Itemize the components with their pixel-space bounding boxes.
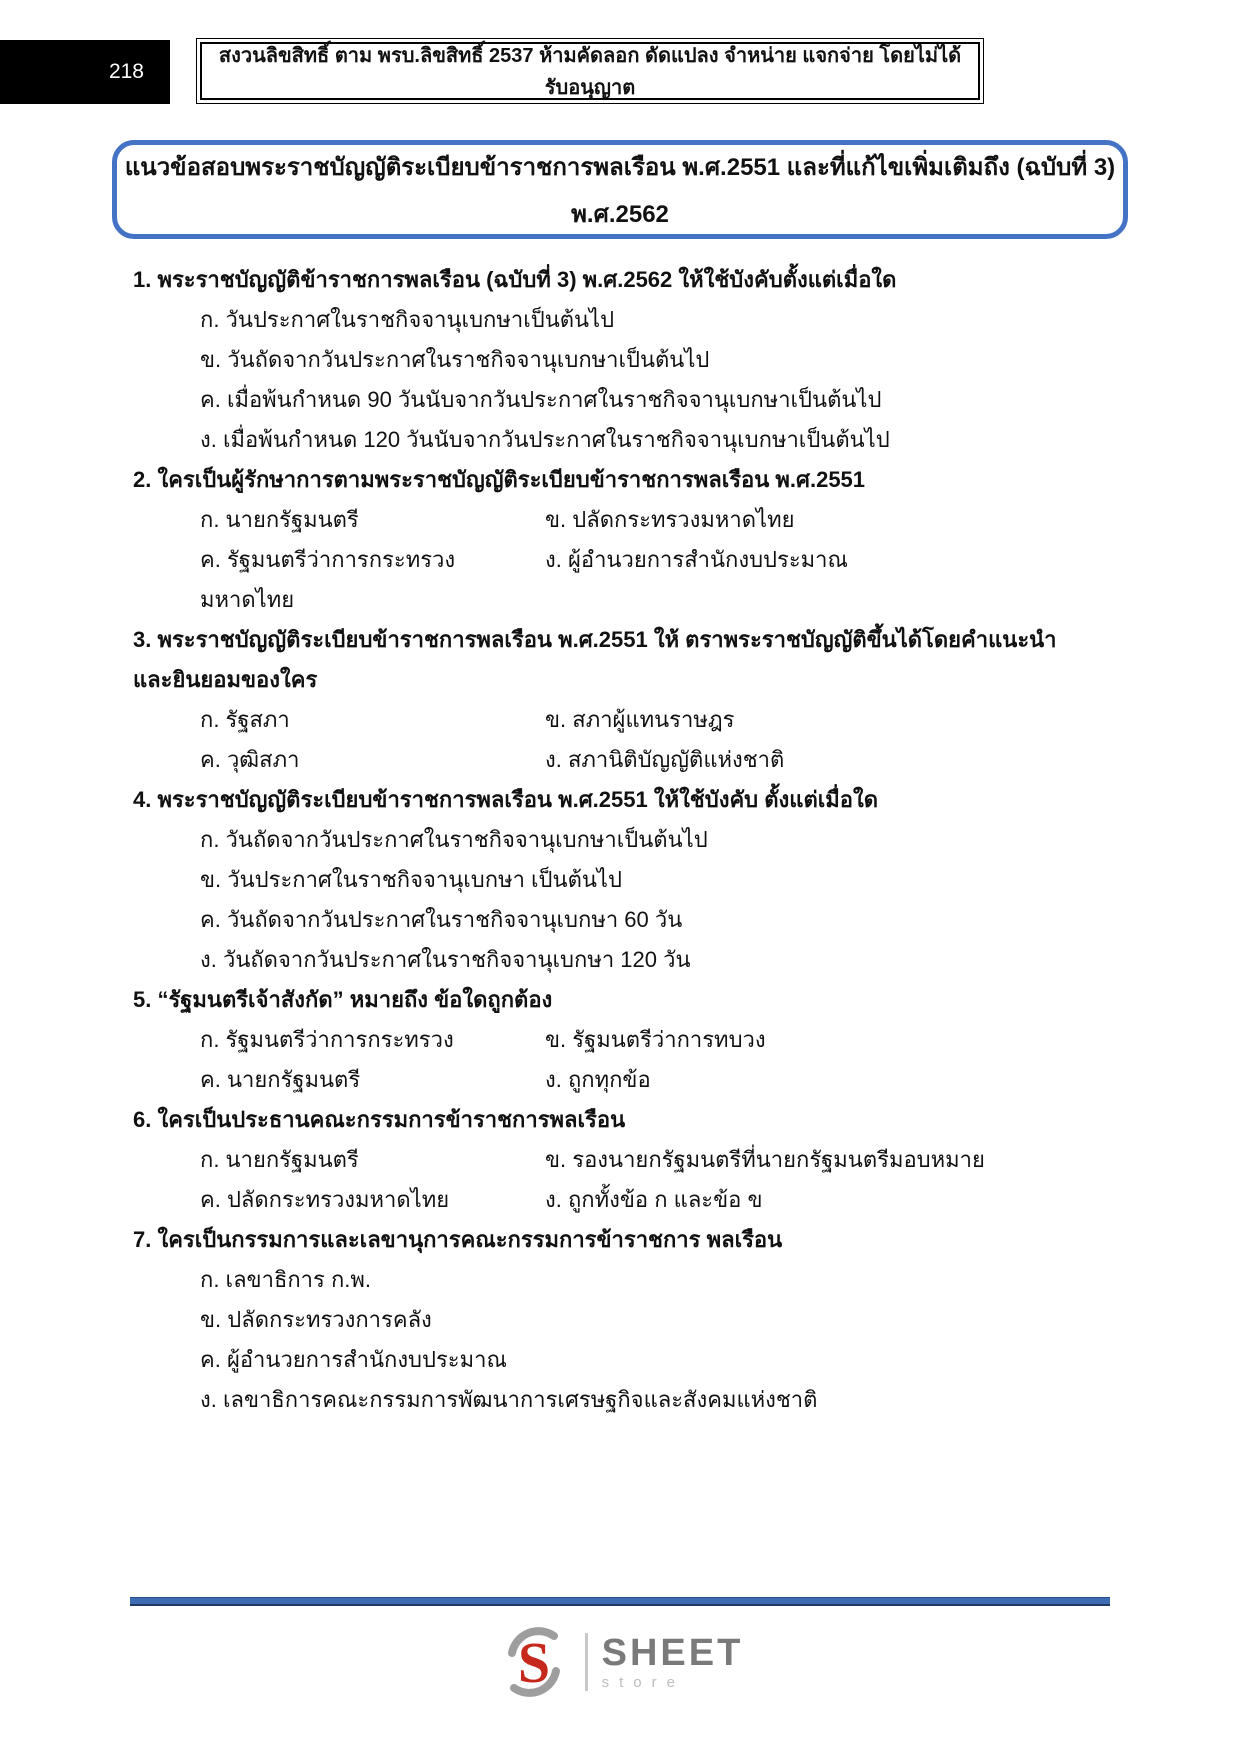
copyright-text: สงวนลิขสิทธิ์ ตาม พรบ.ลิขสิทธิ์ 2537 ห้ามคัดลอก ดัดแปลง จำหน่าย แจกจ่าย โดยไม่ได้รับอนุญาต <box>218 45 962 99</box>
question-4-text: 4. พระราชบัญญัติระเบียบข้าราชการพลเรือน พ.ศ.2551 ให้ใช้บังคับ ตั้งแต่เมื่อใด <box>133 787 879 812</box>
option-d: ง. ถูกทุกข้อ <box>545 1067 651 1092</box>
option-c: ค. นายกรัฐมนตรี <box>200 1067 361 1092</box>
option-d: ง. วันถัดจากวันประกาศในราชกิจจานุเบกษา 120 วัน <box>200 947 691 972</box>
option-b: ข. วันถัดจากวันประกาศในราชกิจจานุเบกษาเป็นต้นไป <box>200 347 710 372</box>
question-2-options <box>133 500 1133 620</box>
question-1-options <box>133 300 1133 460</box>
option-a: ก. เลขาธิการ ก.พ. <box>200 1267 372 1292</box>
option-a: ก. วันประกาศในราชกิจจานุเบกษาเป็นต้นไป <box>200 307 615 332</box>
logo-divider <box>585 1633 588 1691</box>
question-3 <box>133 620 1133 780</box>
question-7 <box>133 1220 1133 1420</box>
brand-subname: store <box>601 1674 685 1691</box>
option-a: ก. รัฐสภา <box>200 707 290 732</box>
option-c: ค. ผู้อำนวยการสำนักงบประมาณ <box>200 1347 507 1372</box>
question-4 <box>133 780 1133 980</box>
brand-logo <box>0 1625 1240 1699</box>
logo-text <box>602 1634 744 1690</box>
question-3-text: 3. พระราชบัญญัติระเบียบข้าราชการพลเรือน พ.ศ.2551 ให้ ตราพระราชบัญญัติขึ้นได้โดยคำแนะนำ <box>133 627 1057 652</box>
question-2 <box>133 460 1133 620</box>
question-3-text-continued: และยินยอมของใคร <box>133 667 318 692</box>
option-a: ก. นายกรัฐมนตรี <box>200 1147 359 1172</box>
question-6 <box>133 1100 1133 1220</box>
question-1-text: 1. พระราชบัญญัติข้าราชการพลเรือน (ฉบับที่ 3) พ.ศ.2562 ให้ใช้บังคับตั้งแต่เมื่อใด <box>133 267 897 292</box>
option-c: ค. ปลัดกระทรวงมหาดไทย <box>200 1187 450 1212</box>
option-b: ข. วันประกาศในราชกิจจานุเบกษา เป็นต้นไป <box>200 867 622 892</box>
question-6-text: 6. ใครเป็นประธานคณะกรรมการข้าราชการพลเรือน <box>133 1107 626 1132</box>
page-number <box>0 40 170 104</box>
question-1 <box>133 260 1133 460</box>
exam-title-box <box>112 140 1128 239</box>
option-b: ข. ปลัดกระทรวงมหาดไทย <box>545 507 795 532</box>
option-b: ข. ปลัดกระทรวงการคลัง <box>200 1307 432 1332</box>
page-number-label: 218 <box>108 60 144 83</box>
sheet-store-s-icon <box>497 1625 571 1699</box>
option-d: ง. ผู้อำนวยการสำนักงบประมาณ <box>545 547 848 572</box>
question-5-text: 5. “รัฐมนตรีเจ้าสังกัด” หมายถึง ข้อใดถูกต้อง <box>133 987 553 1012</box>
question-list <box>133 260 1133 1420</box>
question-4-options <box>133 820 1133 980</box>
question-5 <box>133 980 1133 1100</box>
copyright-notice <box>196 38 984 104</box>
option-a: ก. วันถัดจากวันประกาศในราชกิจจานุเบกษาเป็นต้นไป <box>200 827 708 852</box>
exam-title-line2: พ.ศ.2562 <box>571 200 669 228</box>
question-7-text: 7. ใครเป็นกรรมการและเลขานุการคณะกรรมการข้าราชการ พลเรือน <box>133 1227 783 1252</box>
option-a: ก. นายกรัฐมนตรี <box>200 507 359 532</box>
option-b: ข. สภาผู้แทนราษฎร <box>545 707 735 732</box>
option-a: ก. รัฐมนตรีว่าการกระทรวง <box>200 1027 454 1052</box>
option-b: ข. รัฐมนตรีว่าการทบวง <box>545 1027 766 1052</box>
question-7-options <box>133 1260 1133 1420</box>
svg-text:S: S <box>517 1630 550 1695</box>
brand-name: SHEET <box>601 1632 744 1674</box>
option-c: ค. รัฐมนตรีว่าการกระทรวงมหาดไทย <box>200 547 456 612</box>
option-d: ง. เมื่อพ้นกำหนด 120 วันนับจากวันประกาศในราชกิจจานุเบกษาเป็นต้นไป <box>200 427 890 452</box>
exam-title-line1: แนวข้อสอบพระราชบัญญัติระเบียบข้าราชการพลเรือน พ.ศ.2551 และที่แก้ไขเพิ่มเติมถึง (ฉบับที่ 3) <box>124 153 1116 181</box>
option-d: ง. สภานิติบัญญัติแห่งชาติ <box>545 747 785 772</box>
option-d: ง. ถูกทั้งข้อ ก และข้อ ข <box>545 1187 763 1212</box>
option-d: ง. เลขาธิการคณะกรรมการพัฒนาการเศรษฐกิจและสังคมแห่งชาติ <box>200 1387 818 1412</box>
question-6-options <box>133 1140 1133 1220</box>
option-c: ค. วุฒิสภา <box>200 747 300 772</box>
question-5-options <box>133 1020 1133 1100</box>
footer-divider-bar <box>130 1597 1110 1606</box>
option-c: ค. วันถัดจากวันประกาศในราชกิจจานุเบกษา 60 วัน <box>200 907 683 932</box>
question-2-text: 2. ใครเป็นผู้รักษาการตามพระราชบัญญัติระเบียบข้าราชการพลเรือน พ.ศ.2551 <box>133 467 866 492</box>
question-3-options <box>133 700 1133 780</box>
option-b: ข. รองนายกรัฐมนตรีที่นายกรัฐมนตรีมอบหมาย <box>545 1147 985 1172</box>
option-c: ค. เมื่อพ้นกำหนด 90 วันนับจากวันประกาศในราชกิจจานุเบกษาเป็นต้นไป <box>200 387 882 412</box>
